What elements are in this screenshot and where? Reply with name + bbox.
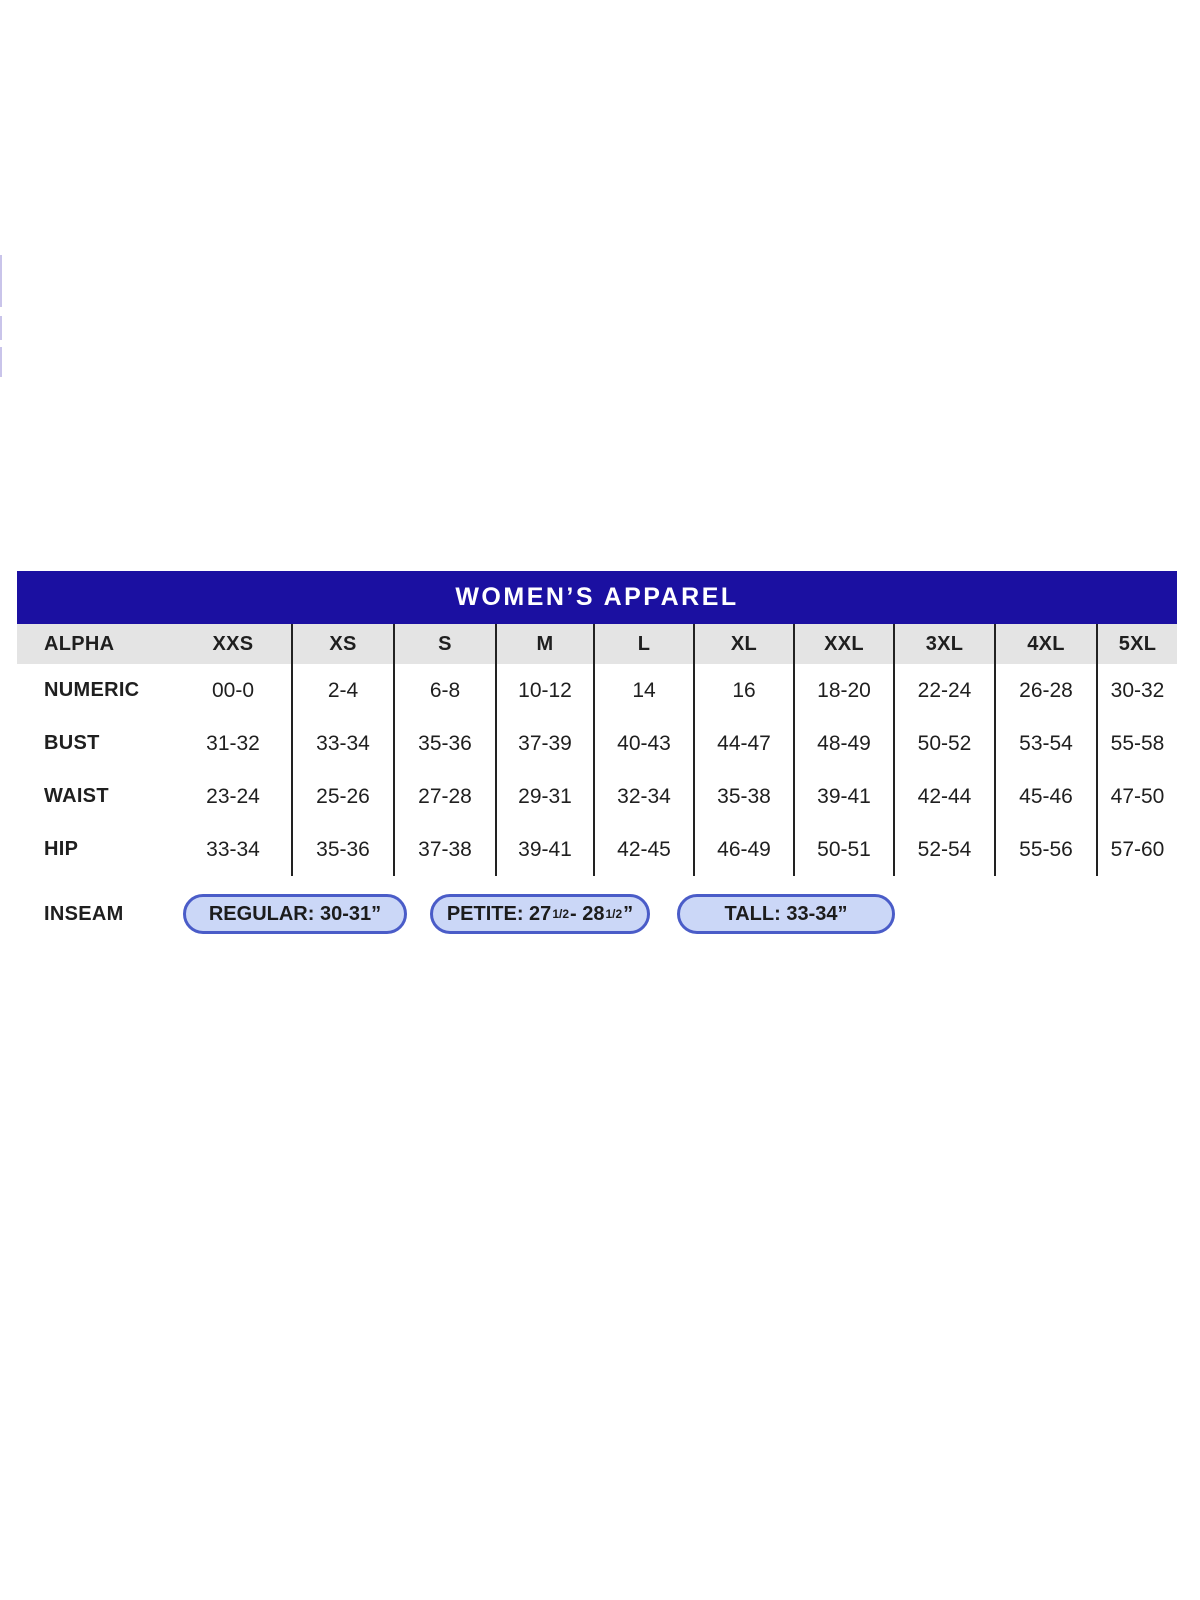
table-row-waist [17,770,1177,823]
cell-hip-xxl: 50-51 [794,823,894,876]
column-header-4xl: 4XL [995,624,1097,664]
cell-bust-m: 37-39 [496,717,594,770]
size-table [17,624,1177,876]
cell-hip-l: 42-45 [594,823,694,876]
cell-hip-3xl: 52-54 [894,823,995,876]
cell-bust-s: 35-36 [394,717,496,770]
cell-hip-xs: 35-36 [292,823,394,876]
table-row-numeric [17,664,1177,717]
cell-bust-xxs: 31-32 [175,717,292,770]
pill-fraction: 1/2 [605,907,623,921]
cell-waist-4xl: 45-46 [995,770,1097,823]
pill-text: PETITE: 27 [446,902,552,925]
cell-numeric-m: 10-12 [496,664,594,717]
cell-numeric-xs: 2-4 [292,664,394,717]
page-edge-artifact [0,347,2,377]
row-label-bust: BUST [17,717,175,770]
inseam-label: INSEAM [44,902,124,925]
inseam-row [17,894,1177,934]
cell-waist-xs: 25-26 [292,770,394,823]
cell-bust-4xl: 53-54 [995,717,1097,770]
cell-numeric-xxs: 00-0 [175,664,292,717]
cell-hip-4xl: 55-56 [995,823,1097,876]
header-row [17,624,1177,664]
pill-text: REGULAR: 30-31” [208,902,382,925]
cell-bust-xl: 44-47 [694,717,794,770]
inseam-pill-regular [183,894,407,934]
cell-waist-3xl: 42-44 [894,770,995,823]
column-header-l: L [594,624,694,664]
cell-numeric-5xl: 30-32 [1097,664,1177,717]
cell-waist-xl: 35-38 [694,770,794,823]
column-header-xl: XL [694,624,794,664]
column-header-m: M [496,624,594,664]
pill-fraction: 1/2 [552,907,569,921]
size-table-header [17,624,1177,664]
cell-waist-xxl: 39-41 [794,770,894,823]
column-header-3xl: 3XL [894,624,995,664]
cell-hip-m: 39-41 [496,823,594,876]
page-edge-artifact [0,316,2,340]
pill-text: ” [623,902,634,925]
column-header-5xl: 5XL [1097,624,1177,664]
inseam-pill-tall [677,894,895,934]
cell-numeric-xxl: 18-20 [794,664,894,717]
table-row-bust [17,717,1177,770]
cell-bust-3xl: 50-52 [894,717,995,770]
cell-numeric-4xl: 26-28 [995,664,1097,717]
page-edge-artifact [0,255,2,307]
cell-waist-5xl: 47-50 [1097,770,1177,823]
cell-bust-5xl: 55-58 [1097,717,1177,770]
size-chart [17,571,1177,934]
cell-bust-l: 40-43 [594,717,694,770]
pill-text: - 28 [570,902,605,925]
column-header-s: S [394,624,496,664]
cell-numeric-s: 6-8 [394,664,496,717]
cell-waist-m: 29-31 [496,770,594,823]
row-label-numeric: NUMERIC [17,664,175,717]
row-label-waist: WAIST [17,770,175,823]
size-table-body [17,664,1177,876]
cell-numeric-l: 14 [594,664,694,717]
size-chart-title: WOMEN’S APPAREL [455,583,739,611]
cell-hip-xxs: 33-34 [175,823,292,876]
row-label-hip: HIP [17,823,175,876]
cell-bust-xxl: 48-49 [794,717,894,770]
cell-waist-s: 27-28 [394,770,496,823]
cell-waist-xxs: 23-24 [175,770,292,823]
inseam-pill-petite [430,894,650,934]
table-row-hip [17,823,1177,876]
cell-hip-xl: 46-49 [694,823,794,876]
column-header-xs: XS [292,624,394,664]
column-header-xxs: XXS [175,624,292,664]
cell-waist-l: 32-34 [594,770,694,823]
column-header-alpha: ALPHA [17,624,175,664]
cell-bust-xs: 33-34 [292,717,394,770]
pill-text: TALL: 33-34” [724,902,848,925]
cell-hip-5xl: 57-60 [1097,823,1177,876]
cell-hip-s: 37-38 [394,823,496,876]
size-chart-title-bar [17,571,1177,624]
cell-numeric-xl: 16 [694,664,794,717]
cell-numeric-3xl: 22-24 [894,664,995,717]
column-header-xxl: XXL [794,624,894,664]
